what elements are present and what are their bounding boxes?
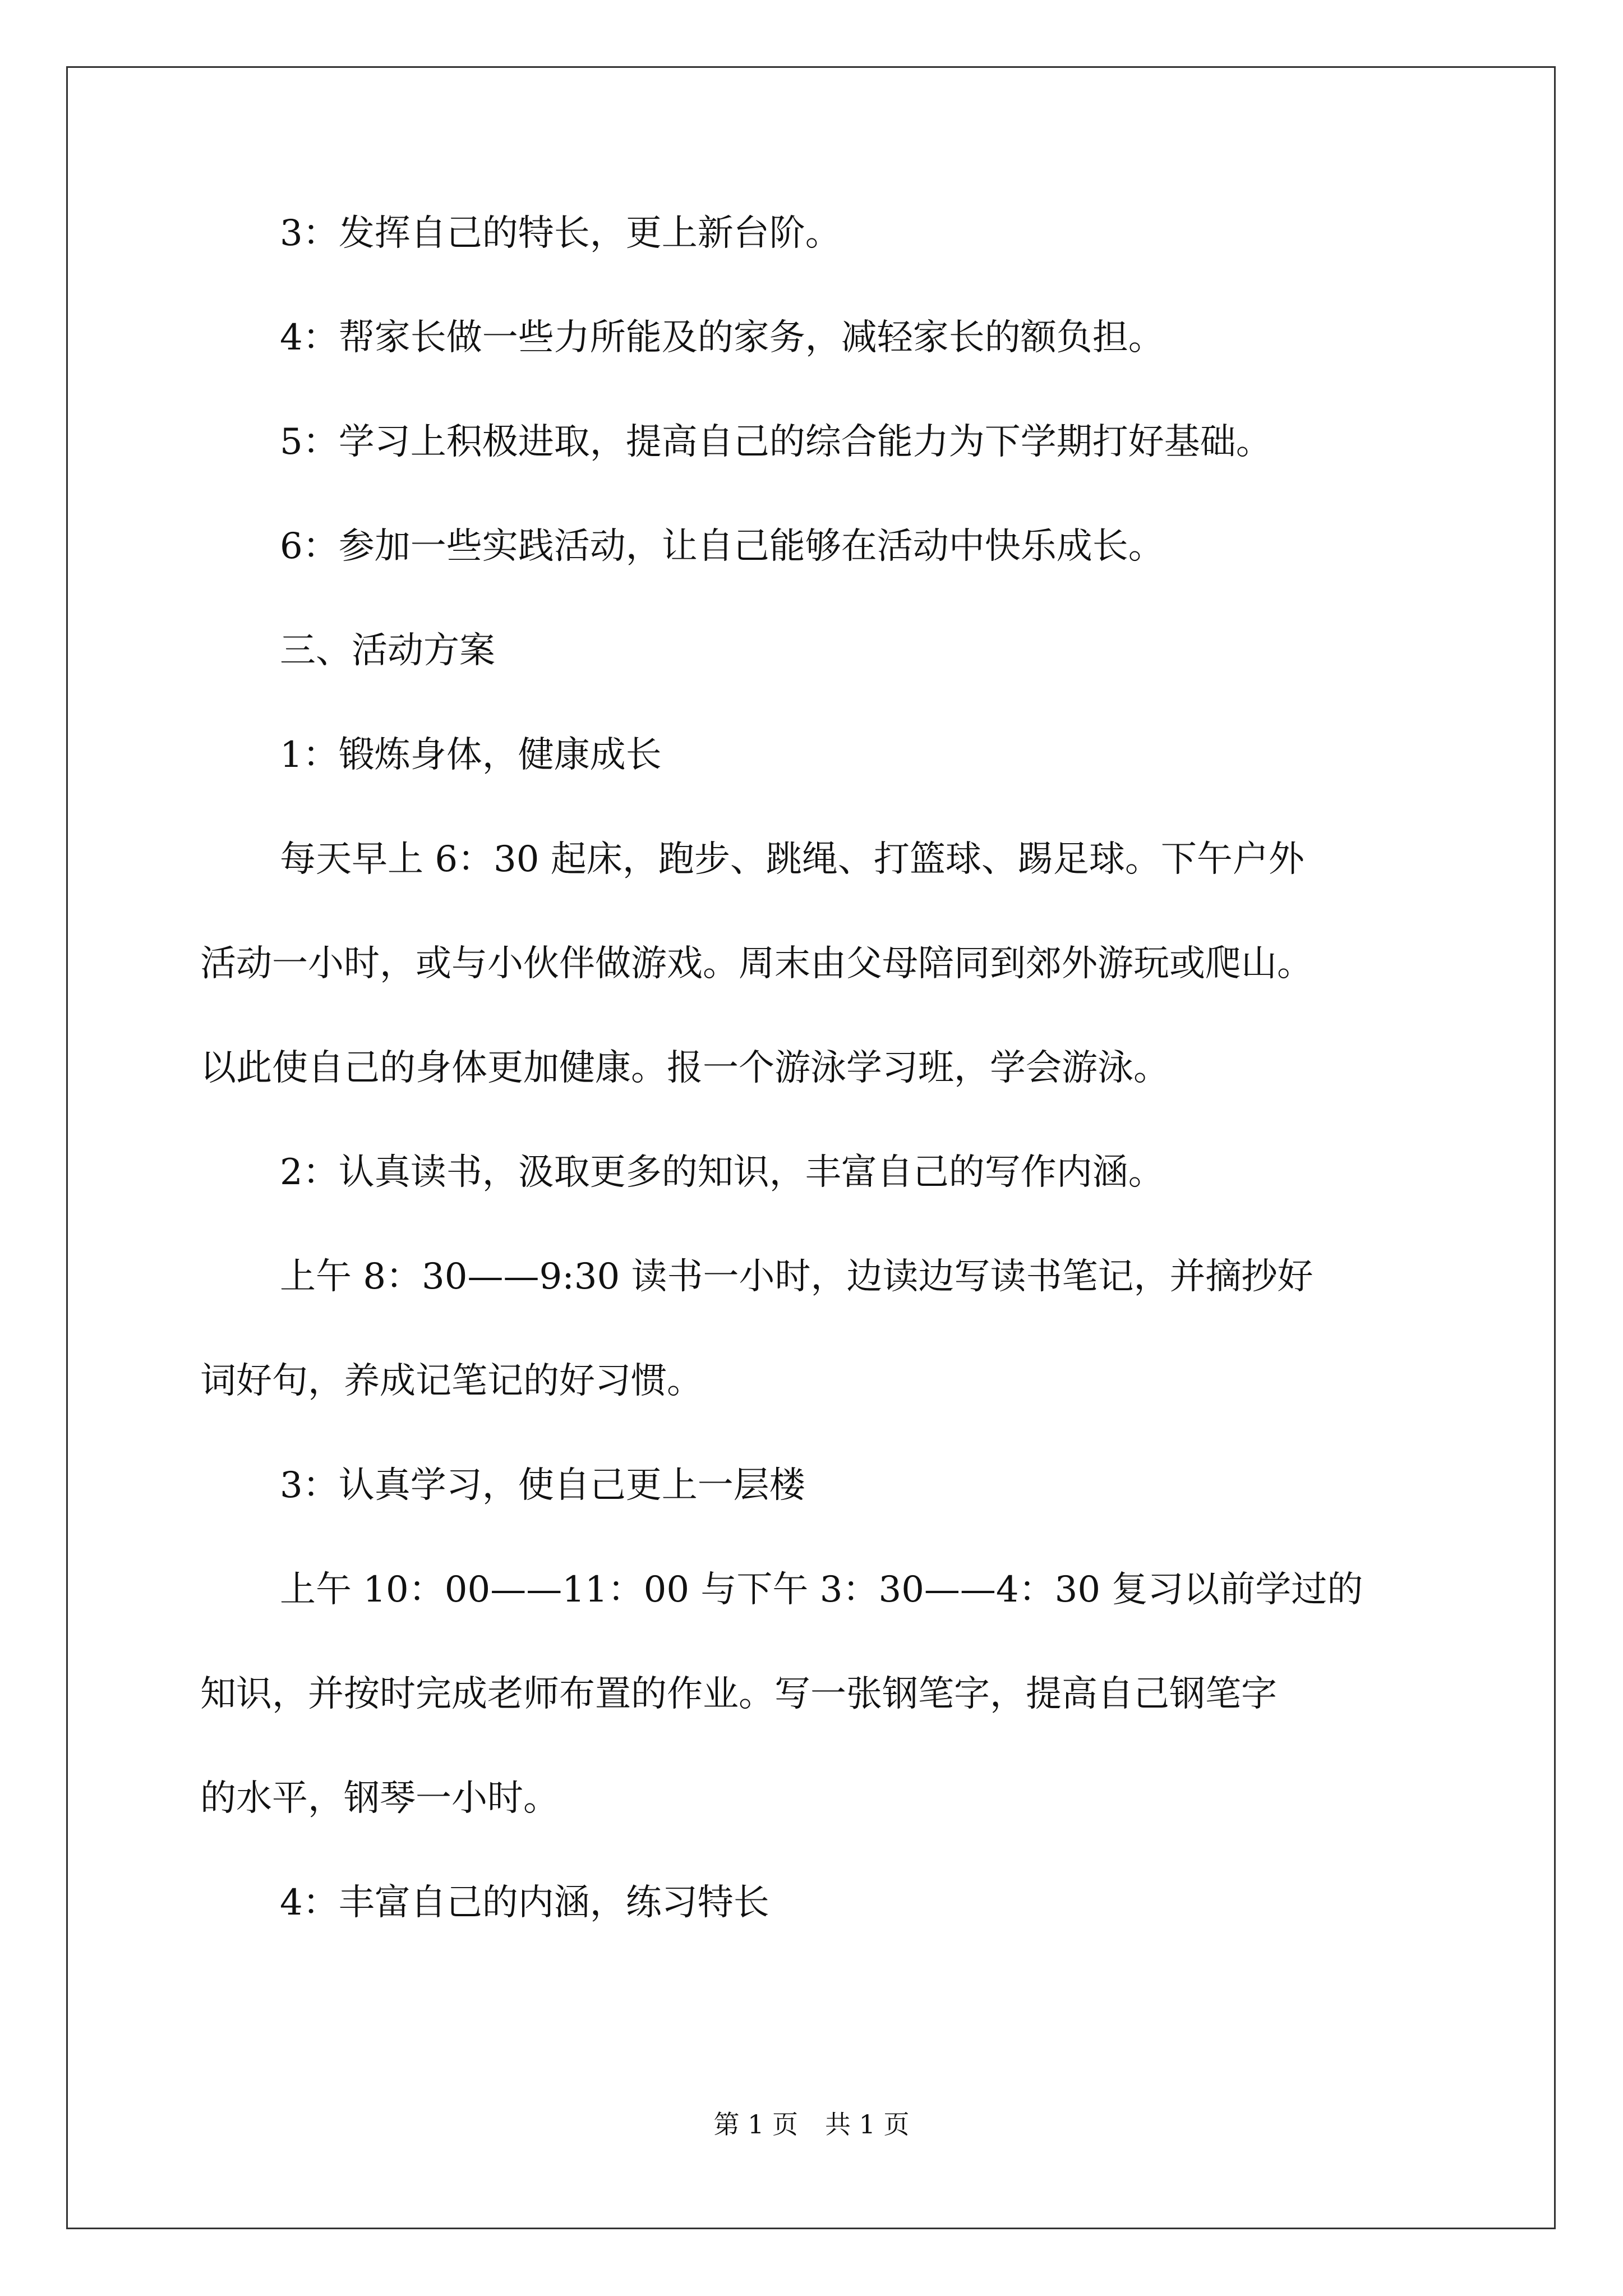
paragraph-item-3: 3：发挥自己的特长，更上新台阶。 <box>280 213 841 254</box>
plan-body-2 <box>200 1257 1434 1401</box>
page-footer <box>0 2109 1623 2139</box>
plan-heading-2: 2：认真读书，汲取更多的知识，丰富自己的写作内涵。 <box>280 1152 1164 1193</box>
page-number: 第 1 页 <box>713 2109 798 2139</box>
plan-body-1 <box>200 839 1434 1088</box>
plan-heading-4: 4：丰富自己的内涵，练习特长 <box>280 1882 769 1924</box>
plan-heading-3: 3：认真学习，使自己更上一层楼 <box>280 1465 805 1506</box>
plan-body-3 <box>200 1570 1434 1819</box>
text-line: 词好句，养成记笔记的好习惯。 <box>200 1360 703 1402</box>
text-line: 知识，并按时完成老师布置的作业。写一张钢笔字，提高自己钢笔字 <box>200 1673 1277 1715</box>
text-line: 上午 8：30——9:30 读书一小时，边读边写读书笔记，并摘抄好 <box>280 1256 1313 1297</box>
text-line: 每天早上 6：30 起床，跑步、跳绳、打篮球、踢足球。下午户外 <box>280 839 1304 880</box>
paragraph-item-4: 4：帮家长做一些力所能及的家务，减轻家长的额负担。 <box>280 317 1164 358</box>
text-line: 活动一小时，或与小伙伴做游戏。周末由父母陪同到郊外游玩或爬山。 <box>200 943 1313 984</box>
page-total: 共 1 页 <box>825 2109 910 2139</box>
paragraph-item-5: 5：学习上积极进取，提高自己的综合能力为下学期打好基础。 <box>280 421 1272 463</box>
text-line: 上午 10：00——11：00 与下午 3：30——4：30 复习以前学过的 <box>280 1569 1363 1611</box>
document-body <box>200 213 1434 1923</box>
paragraph-item-6: 6：参加一些实践活动，让自己能够在活动中快乐成长。 <box>280 526 1164 567</box>
plan-heading-1: 1：锻炼身体，健康成长 <box>280 734 662 776</box>
text-line: 的水平，钢琴一小时。 <box>200 1778 559 1819</box>
text-line: 以此使自己的身体更加健康。报一个游泳学习班，学会游泳。 <box>200 1047 1169 1089</box>
section-heading: 三、活动方案 <box>280 630 495 671</box>
